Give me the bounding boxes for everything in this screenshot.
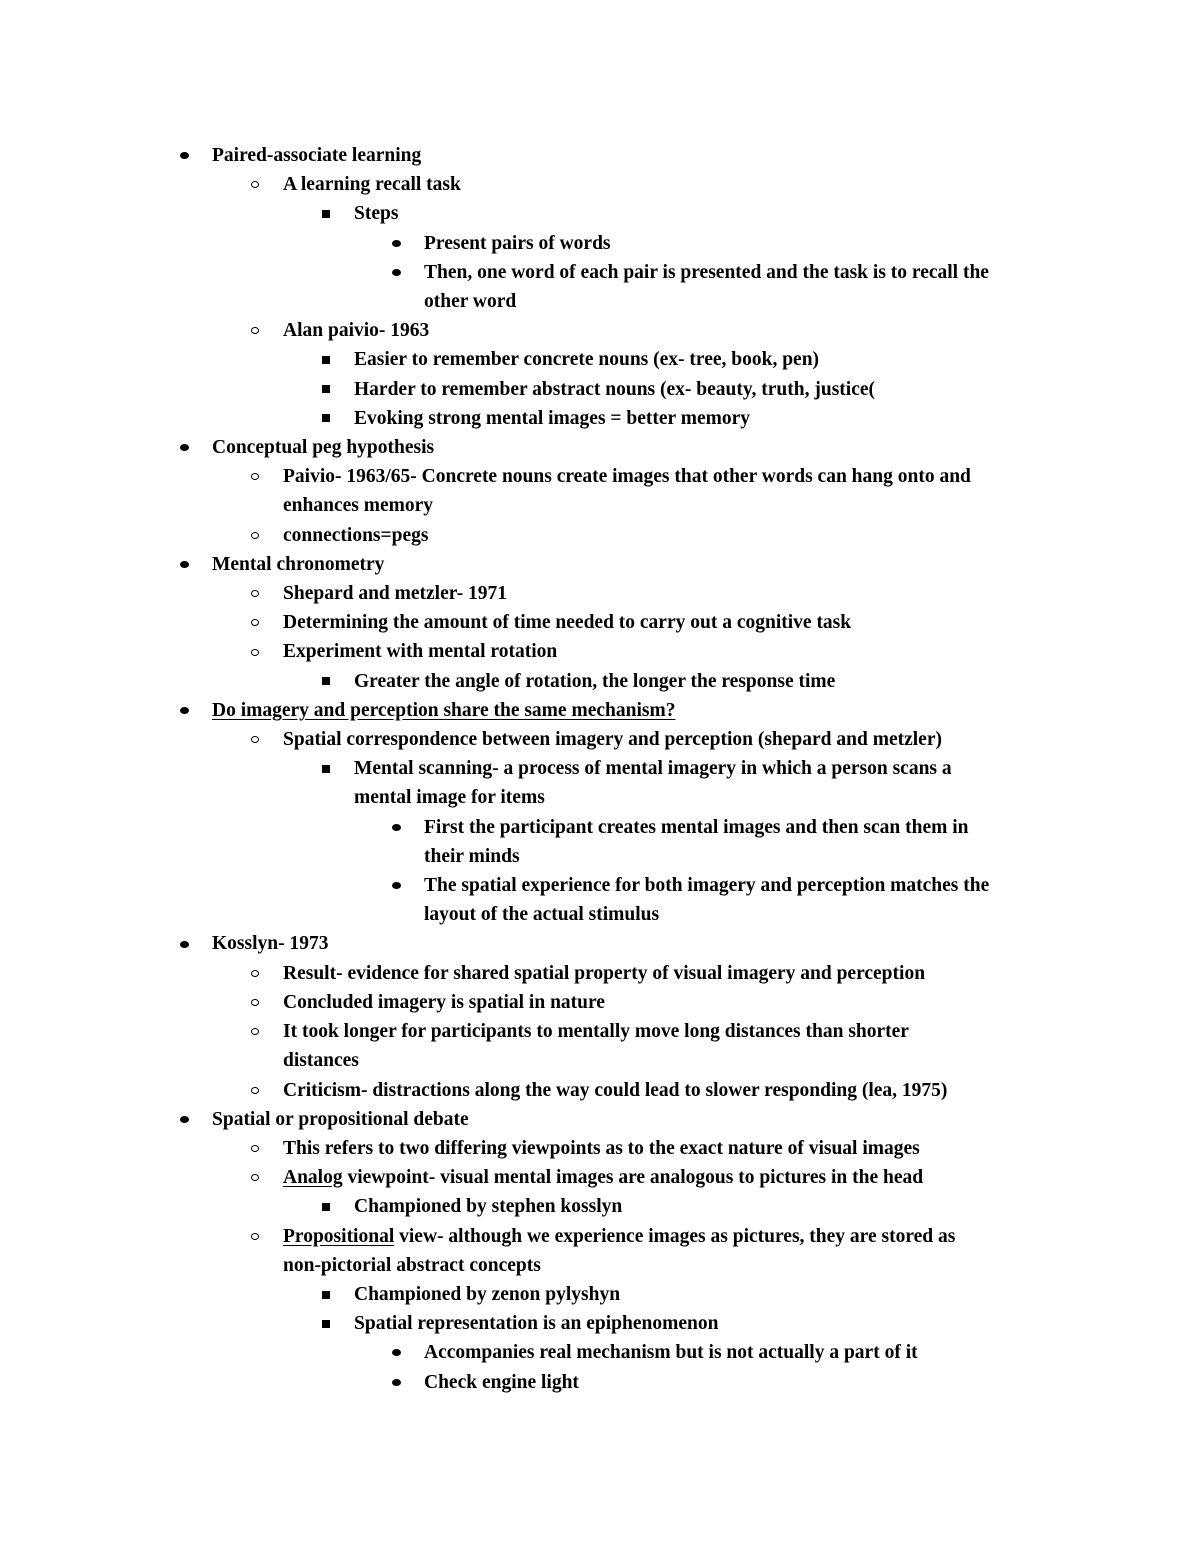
bullet-circle-icon (245, 637, 265, 666)
outline-item-level-0 (0, 550, 1200, 579)
text-segment: mental image for items (354, 787, 545, 809)
bullet-dot-icon (174, 433, 194, 462)
outline-item-text (0, 842, 1200, 871)
outline-item-continuation (0, 287, 1200, 316)
outline-item-continuation (0, 900, 1200, 929)
outline-item-text (0, 871, 1200, 900)
text-segment: Championed by stephen kosslyn (354, 1196, 623, 1218)
underlined-term: Propositional (283, 1225, 395, 1247)
outline-item-text (0, 1280, 1200, 1309)
text-segment: their minds (424, 845, 520, 867)
outline-item-continuation (0, 1046, 1200, 1075)
text-segment: Criticism- distractions along the way could lead to slower responding (lea, 1975) (283, 1079, 948, 1101)
outline-item-text (0, 1134, 1200, 1163)
outline-item-level-2 (0, 404, 1200, 433)
outline-item-text (0, 754, 1200, 783)
outline-item-level-0 (0, 1105, 1200, 1134)
bullet-square-icon (316, 404, 336, 433)
bullet-square-icon (316, 1309, 336, 1338)
outline-item-continuation (0, 1251, 1200, 1280)
outline-item-level-1 (0, 521, 1200, 550)
text-segment: Spatial representation is an epiphenomenon (354, 1313, 719, 1335)
bullet-circle-icon (245, 1163, 265, 1192)
text-segment: Championed by zenon pylyshyn (354, 1283, 621, 1305)
outline-item-text (0, 783, 1200, 812)
bullet-circle-icon (245, 959, 265, 988)
text-segment: viewpoint- visual mental images are analogous to pictures in the head (342, 1167, 924, 1189)
text-segment: Greater the angle of rotation, the longer the response time (354, 670, 836, 692)
outline-item-continuation (0, 491, 1200, 520)
text-segment: Easier to remember concrete nouns (ex- tree, book, pen) (354, 349, 820, 371)
outline-item-text (0, 813, 1200, 842)
text-segment: layout of the actual stimulus (424, 904, 660, 926)
outline-item-text (0, 1017, 1200, 1046)
text-segment: Concluded imagery is spatial in nature (283, 991, 605, 1013)
outline-item-text (0, 608, 1200, 637)
outline-item-level-2 (0, 1280, 1200, 1309)
outline-item-text (0, 1163, 1200, 1192)
outline-item-text (0, 521, 1200, 550)
text-segment: Check engine light (424, 1371, 579, 1393)
outline-item-text (0, 1222, 1200, 1251)
outline-item-level-1 (0, 988, 1200, 1017)
bullet-dot-icon (174, 1105, 194, 1134)
text-segment: Spatial correspondence between imagery and perception (shepard and metzler) (283, 729, 942, 751)
outline-item-level-0 (0, 696, 1200, 725)
bullet-dot-icon (174, 696, 194, 725)
bullet-dot-icon (386, 813, 406, 842)
text-segment: Steps (354, 203, 399, 225)
bullet-circle-icon (245, 1222, 265, 1251)
outline-item-text (0, 229, 1200, 258)
text-segment: Kosslyn- 1973 (212, 933, 329, 955)
text-segment: Then, one word of each pair is presented and the task is to recall the (424, 261, 989, 283)
outline-item-level-1 (0, 462, 1200, 491)
outline-item-text (0, 199, 1200, 228)
bullet-square-icon (316, 345, 336, 374)
text-segment: view- although we experience images as pictures, they are stored as (394, 1225, 956, 1247)
outline-item-level-3 (0, 813, 1200, 842)
text-segment: A learning recall task (283, 174, 461, 196)
text-segment: Accompanies real mechanism but is not actually a part of it (424, 1342, 918, 1364)
bullet-circle-icon (245, 462, 265, 491)
outline-item-text (0, 725, 1200, 754)
bullet-circle-icon (245, 608, 265, 637)
notes-outline (0, 141, 1200, 1397)
text-segment: Paired-associate learning (212, 145, 422, 166)
outline-item-level-2 (0, 375, 1200, 404)
outline-item-text (0, 1046, 1200, 1075)
outline-item-text (0, 345, 1200, 374)
text-segment: Present pairs of words (424, 232, 611, 254)
outline-item-level-3 (0, 1368, 1200, 1397)
outline-item-level-1 (0, 1134, 1200, 1163)
text-segment: Spatial or propositional debate (212, 1108, 469, 1130)
outline-item-text (0, 1251, 1200, 1280)
outline-item-text (0, 900, 1200, 929)
text-segment: Harder to remember abstract nouns (ex- beauty, truth, justice( (354, 378, 876, 400)
outline-item-text (0, 959, 1200, 988)
bullet-dot-icon (386, 258, 406, 287)
outline-item-text (0, 667, 1200, 696)
bullet-dot-icon (386, 871, 406, 900)
text-segment: This refers to two differing viewpoints as to the exact nature of visual images (283, 1137, 920, 1159)
outline-item-text (0, 1338, 1200, 1367)
bullet-dot-icon (386, 1338, 406, 1367)
text-segment: non-pictorial abstract concepts (283, 1254, 541, 1276)
outline-item-level-2 (0, 754, 1200, 783)
outline-item-level-1 (0, 1076, 1200, 1105)
outline-item-level-1 (0, 316, 1200, 345)
outline-item-text (0, 170, 1200, 199)
text-segment: Paivio- 1963/65- Concrete nouns create images that other words can hang onto and (283, 466, 971, 488)
bullet-dot-icon (174, 550, 194, 579)
outline-item-level-1 (0, 1017, 1200, 1046)
outline-item-text (0, 1192, 1200, 1221)
outline-item-text (0, 1309, 1200, 1338)
bullet-dot-icon (386, 1368, 406, 1397)
text-segment: Mental chronometry (212, 553, 385, 575)
outline-item-level-3 (0, 229, 1200, 258)
text-segment: The spatial experience for both imagery and perception matches the (424, 875, 990, 897)
bullet-circle-icon (245, 316, 265, 345)
bullet-circle-icon (245, 170, 265, 199)
outline-item-level-3 (0, 871, 1200, 900)
outline-item-level-1 (0, 608, 1200, 637)
outline-item-level-1 (0, 579, 1200, 608)
outline-item-text (0, 287, 1200, 316)
text-segment: Experiment with mental rotation (283, 641, 558, 663)
text-segment: distances (283, 1050, 359, 1072)
text-segment: Conceptual peg hypothesis (212, 437, 435, 459)
outline-item-text (0, 462, 1200, 491)
outline-item-text (0, 491, 1200, 520)
bullet-square-icon (316, 667, 336, 696)
bullet-square-icon (316, 1280, 336, 1309)
outline-item-text (0, 404, 1200, 433)
outline-item-text (0, 988, 1200, 1017)
outline-item-level-1 (0, 725, 1200, 754)
outline-item-level-0 (0, 433, 1200, 462)
outline-item-level-1 (0, 959, 1200, 988)
outline-item-level-2 (0, 345, 1200, 374)
outline-item-text (0, 579, 1200, 608)
outline-item-text (0, 375, 1200, 404)
text-segment: It took longer for participants to mentally move long distances than shorter (283, 1021, 909, 1043)
outline-item-level-2 (0, 667, 1200, 696)
text-segment: Evoking strong mental images = better memory (354, 407, 751, 429)
text-segment: Alan paivio- 1963 (283, 320, 430, 342)
underlined-term: Do imagery and perception share the same mechanism? (212, 699, 676, 721)
outline-item-continuation (0, 842, 1200, 871)
bullet-circle-icon (245, 1017, 265, 1046)
bullet-square-icon (316, 754, 336, 783)
bullet-circle-icon (245, 1134, 265, 1163)
outline-item-level-0 (0, 929, 1200, 958)
bullet-dot-icon (174, 141, 194, 170)
outline-item-level-1 (0, 1222, 1200, 1251)
text-segment: Shepard and metzler- 1971 (283, 583, 508, 605)
outline-item-text (0, 258, 1200, 287)
bullet-circle-icon (245, 988, 265, 1017)
text-segment: Result- evidence for shared spatial property of visual imagery and perception (283, 962, 926, 984)
bullet-dot-icon (174, 929, 194, 958)
text-segment: Determining the amount of time needed to carry out a cognitive task (283, 612, 852, 634)
text-segment: connections=pegs (283, 524, 429, 546)
underlined-term: Analog (283, 1167, 343, 1189)
text-segment: First the participant creates mental images and then scan them in (424, 816, 969, 838)
outline-item-level-1 (0, 637, 1200, 666)
outline-item-level-2 (0, 199, 1200, 228)
bullet-circle-icon (245, 521, 265, 550)
outline-item-text (0, 1076, 1200, 1105)
outline-item-text (0, 1368, 1200, 1397)
outline-item-text (0, 637, 1200, 666)
bullet-square-icon (316, 199, 336, 228)
bullet-circle-icon (245, 1076, 265, 1105)
bullet-circle-icon (245, 579, 265, 608)
text-segment: enhances memory (283, 495, 434, 517)
outline-item-level-2 (0, 1192, 1200, 1221)
outline-item-level-1 (0, 170, 1200, 199)
outline-item-text (0, 316, 1200, 345)
outline-item-level-3 (0, 1338, 1200, 1367)
bullet-square-icon (316, 1192, 336, 1221)
outline-item-level-2 (0, 1309, 1200, 1338)
bullet-dot-icon (386, 229, 406, 258)
text-segment: other word (424, 291, 517, 313)
outline-item-level-1 (0, 1163, 1200, 1192)
outline-item-level-0 (0, 141, 1200, 170)
bullet-circle-icon (245, 725, 265, 754)
outline-item-continuation (0, 783, 1200, 812)
bullet-square-icon (316, 375, 336, 404)
text-segment: Mental scanning- a process of mental imagery in which a person scans a (354, 758, 952, 780)
outline-item-level-3 (0, 258, 1200, 287)
